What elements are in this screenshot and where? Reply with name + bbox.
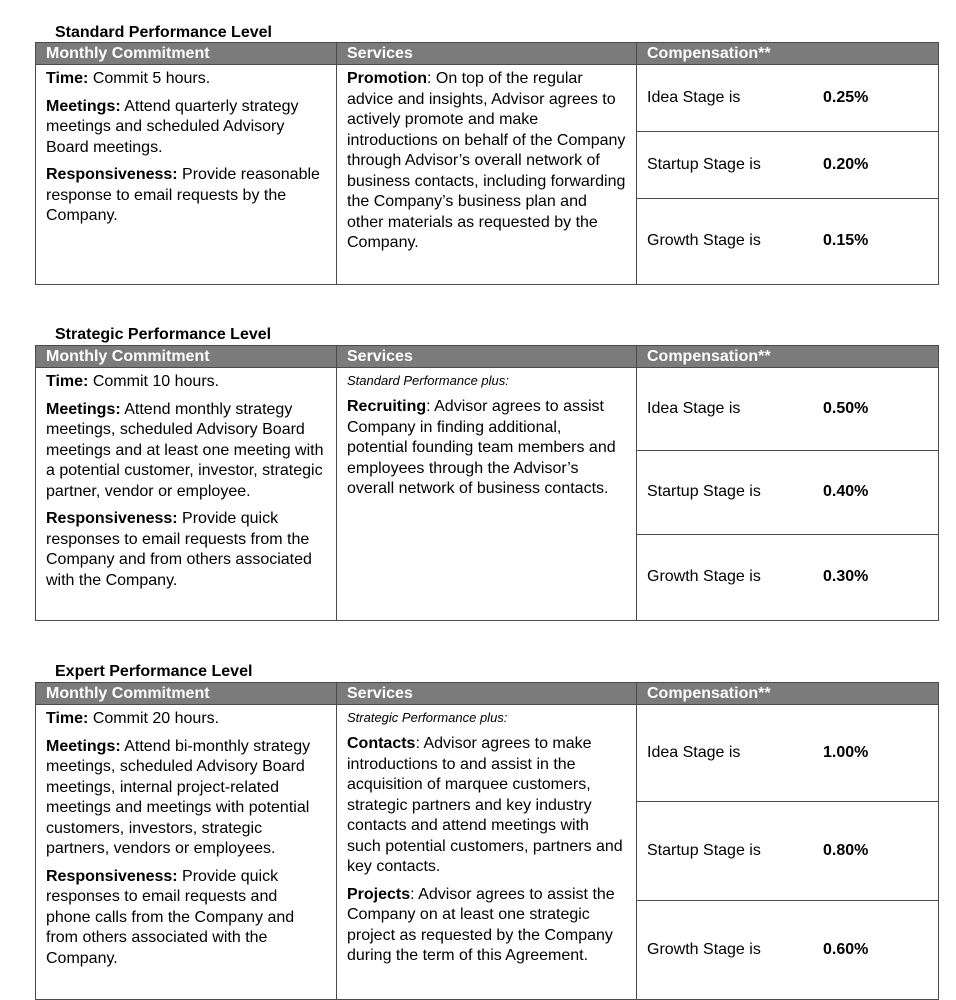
service-label: Contacts [347,735,416,752]
expert-title: Expert Performance Level [55,663,253,680]
strategic-table [35,345,939,621]
startup-stage-row [637,802,938,901]
table-row [36,65,939,285]
commitment-cell [36,368,337,621]
table-row [36,705,939,1000]
responsiveness-paragraph [46,165,326,227]
service-paragraph [347,397,626,500]
compensation-cell [637,65,939,285]
header-compensation: Compensation** [637,683,939,705]
idea-stage-row [637,65,938,132]
time-text: Commit 20 hours. [88,710,220,727]
idea-stage-label: Idea Stage is [647,743,741,761]
header-services: Services [337,43,637,65]
time-label: Time: [46,70,89,87]
meetings-paragraph [46,400,326,503]
meetings-label: Meetings: [46,737,121,755]
responsiveness-text: Provide reasonable response to email requests by the Company. [46,166,320,224]
expert-table [35,682,939,1000]
time-label: Time: [46,373,89,390]
compensation-cell [637,705,939,1000]
service2-label: Projects [347,885,411,903]
startup-stage-pct: 0.40% [823,483,869,501]
header-services: Services [337,683,637,705]
service-label: Promotion [347,70,427,87]
idea-stage-label: Idea Stage is [647,88,741,106]
service-text: : Advisor agrees to assist Company in finding additional, potential founding team members and employees through the Advisor’s overall network of business contacts. [347,398,616,497]
startup-stage-label: Startup Stage is [647,841,761,859]
idea-stage-pct: 0.50% [823,399,869,417]
compensation-cell [637,368,939,621]
startup-stage-label: Startup Stage is [647,483,761,501]
responsiveness-text: Provide quick responses to email requests from the Company and from others associated with the Company. [46,510,312,589]
service-intro: Strategic Performance plus: [347,710,508,725]
growth-stage-pct: 0.15% [823,231,869,249]
header-row [36,346,939,368]
service-paragraph [347,734,626,878]
growth-stage-row [637,901,938,999]
time-text: Commit 10 hours. [88,373,220,390]
standard-table [35,42,939,285]
idea-stage-label: Idea Stage is [647,399,741,417]
services-cell [337,65,637,285]
time-paragraph [46,709,326,730]
startup-stage-label: Startup Stage is [647,155,761,173]
time-paragraph [46,69,326,90]
header-monthly-commitment: Monthly Commitment [36,346,337,368]
time-text: Commit 5 hours. [88,70,211,87]
responsiveness-label: Responsiveness: [46,510,178,527]
header-row [36,43,939,65]
header-row [36,683,939,705]
startup-stage-row [637,132,938,199]
meetings-text: Attend monthly strategy meetings, scheduled Advisory Board meetings and at least one meeting with a potential customer, investor, strategic partner, vendor or employee. [46,400,324,500]
responsiveness-paragraph [46,867,326,970]
meetings-label: Meetings: [46,97,121,115]
meetings-text: Attend bi-monthly strategy meetings, scheduled Advisory Board meetings, internal project-related meetings and meetings with potential customers, investors, strategic partners, vendors or employees. [46,737,311,857]
time-paragraph [46,372,326,393]
meetings-text: Attend quarterly strategy meetings and scheduled Advisory Board meetings. [46,97,299,156]
growth-stage-label: Growth Stage is [647,568,761,586]
service-intro: Standard Performance plus: [347,373,509,388]
idea-stage-row [637,368,938,451]
growth-stage-label: Growth Stage is [647,231,761,249]
service-paragraph [347,69,626,254]
growth-stage-row [637,535,938,620]
services-cell [337,705,637,1000]
growth-stage-row [637,199,938,283]
header-monthly-commitment: Monthly Commitment [36,43,337,65]
header-compensation: Compensation** [637,43,939,65]
idea-stage-pct: 0.25% [823,88,869,106]
service-text: : Advisor agrees to make introductions to and assist in the acquisition of marquee customers, strategic partners and key industry contacts and attend meetings with such potential customers, partners and key contacts. [347,735,623,875]
growth-stage-label: Growth Stage is [647,940,761,958]
table-row [36,368,939,621]
responsiveness-paragraph [46,509,326,591]
responsiveness-text: Provide quick responses to email requests and phone calls from the Company and from others associated with the Company. [46,867,295,967]
meetings-label: Meetings: [46,400,121,418]
service2-text: : Advisor agrees to assist the Company on at least one strategic project as requested by the Company during the term of this Agreement. [347,885,615,964]
growth-stage-pct: 0.60% [823,940,869,958]
commitment-cell [36,705,337,1000]
header-services: Services [337,346,637,368]
header-monthly-commitment: Monthly Commitment [36,683,337,705]
idea-stage-pct: 1.00% [823,743,869,761]
service2-paragraph [347,885,626,967]
startup-stage-pct: 0.80% [823,841,869,859]
commitment-cell [36,65,337,285]
header-compensation: Compensation** [637,346,939,368]
standard-title: Standard Performance Level [55,24,272,41]
growth-stage-pct: 0.30% [823,568,869,586]
meetings-paragraph [46,737,326,860]
idea-stage-row [637,705,938,802]
services-cell [337,368,637,621]
responsiveness-label: Responsiveness: [46,867,178,885]
strategic-title: Strategic Performance Level [55,326,272,343]
service-text: : On top of the regular advice and insights, Advisor agrees to actively promote and make introductions on behalf of the Company through Advisor’s overall network of business contacts, including forwarding the Company’s business plan and other materials as requested by the Company. [347,70,626,251]
responsiveness-label: Responsiveness: [46,166,178,183]
startup-stage-row [637,451,938,535]
time-label: Time: [46,710,89,727]
meetings-paragraph [46,97,326,159]
service-label: Recruiting [347,398,427,415]
startup-stage-pct: 0.20% [823,155,869,173]
